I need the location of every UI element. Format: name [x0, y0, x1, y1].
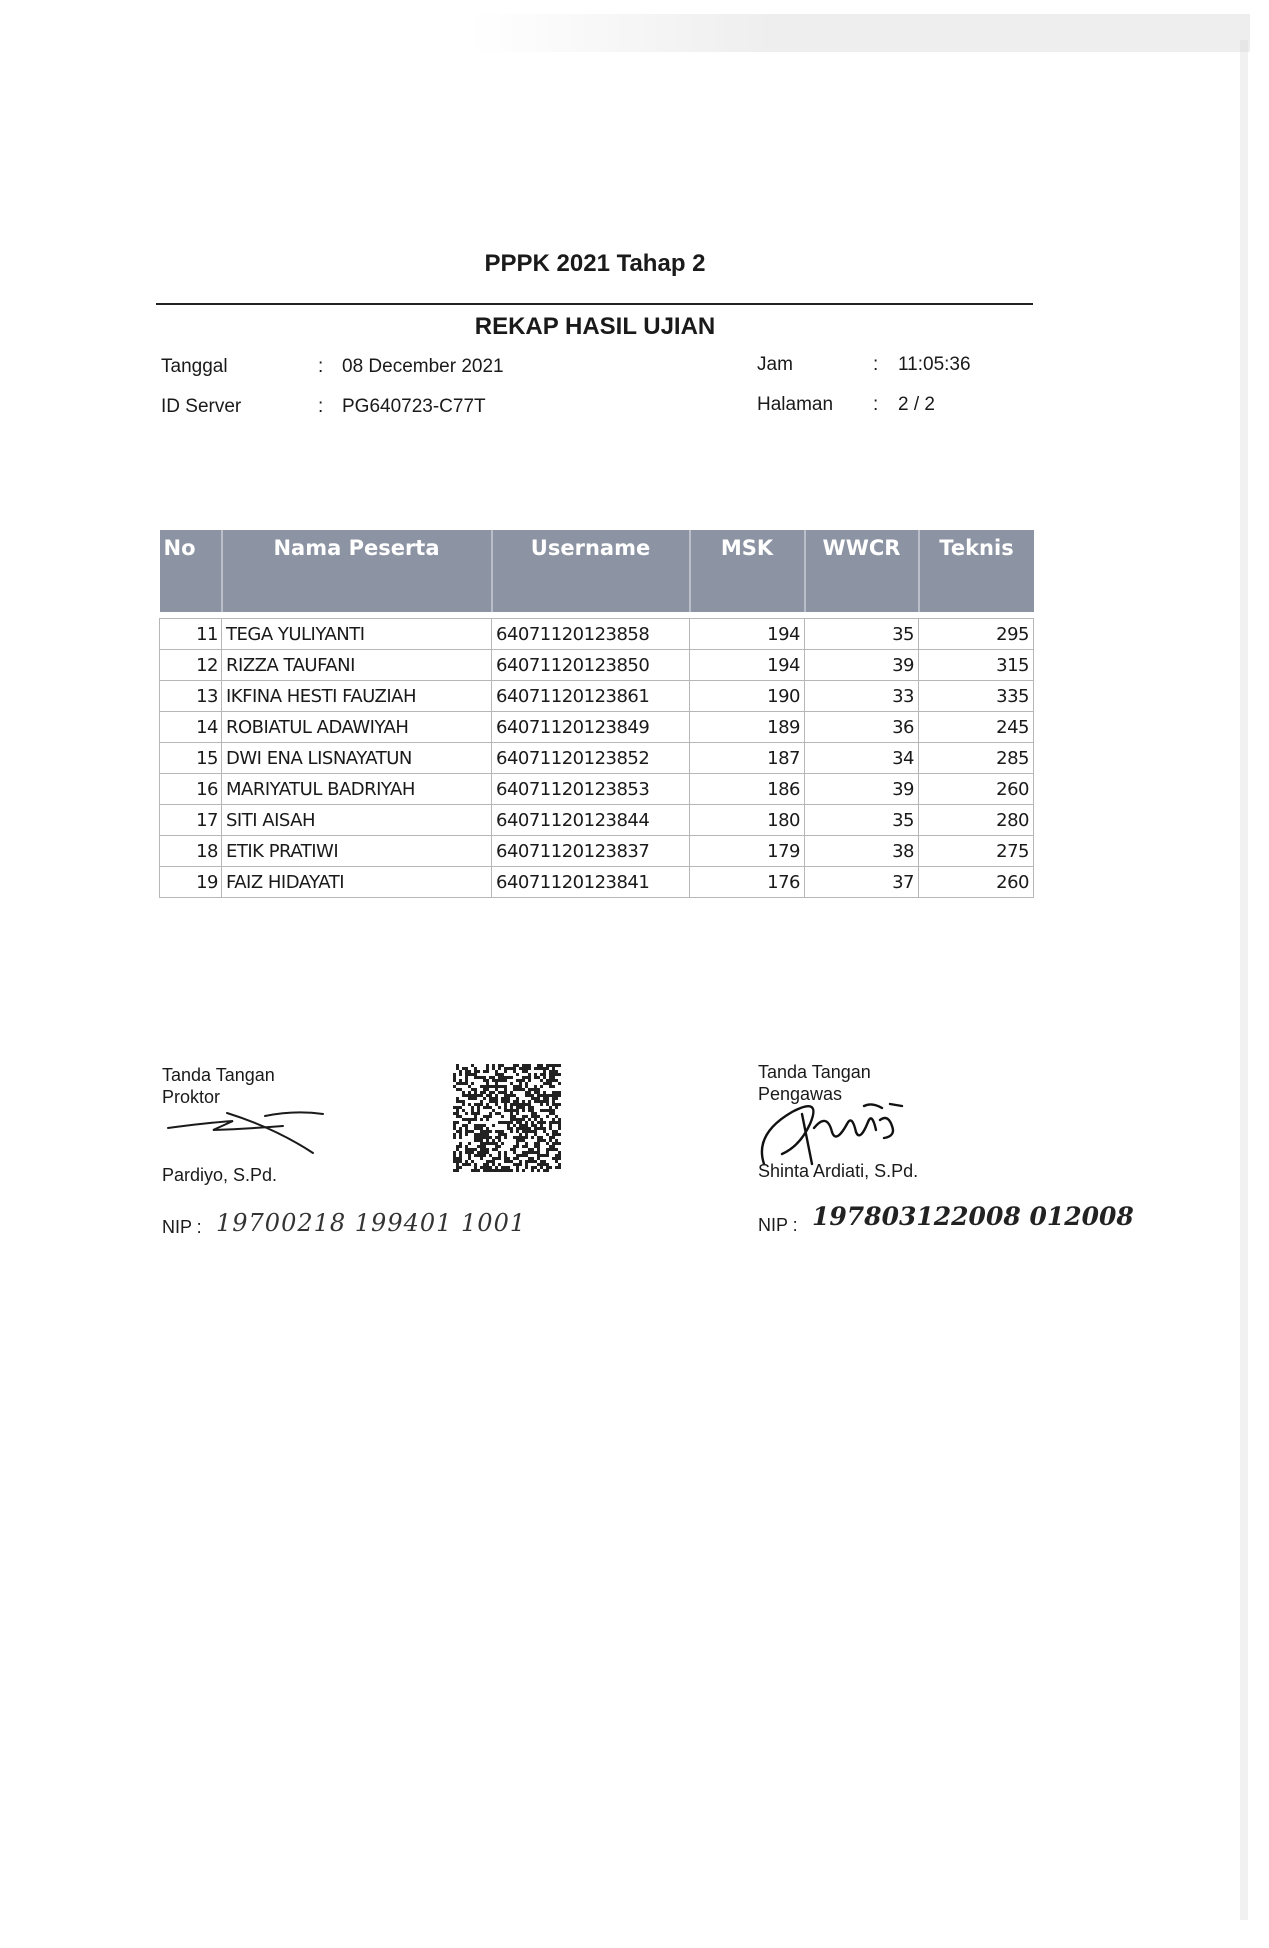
cell-no: 13 [160, 681, 222, 712]
cell-username: 64071120123858 [492, 619, 690, 650]
cell-nama: FAIZ HIDAYATI [222, 867, 492, 898]
cell-msk: 176 [690, 867, 805, 898]
cell-no: 16 [160, 774, 222, 805]
cell-nama: RIZZA TAUFANI [222, 650, 492, 681]
cell-teknis: 280 [919, 805, 1034, 836]
table-row [160, 619, 1034, 650]
table-row [160, 774, 1034, 805]
results-table [159, 530, 1034, 898]
cell-wwcr: 36 [805, 712, 919, 743]
cell-no: 17 [160, 805, 222, 836]
cell-teknis: 285 [919, 743, 1034, 774]
header-no: No [160, 530, 222, 612]
header-wwcr: WWCR [805, 530, 919, 612]
halaman-label: Halaman [757, 394, 834, 415]
pengawas-nip-label: NIP : [758, 1215, 798, 1235]
cell-username: 64071120123849 [492, 712, 690, 743]
cell-no: 11 [160, 619, 222, 650]
cell-msk: 194 [690, 619, 805, 650]
cell-wwcr: 39 [805, 774, 919, 805]
cell-wwcr: 35 [805, 805, 919, 836]
cell-no: 18 [160, 836, 222, 867]
cell-wwcr: 38 [805, 836, 919, 867]
cell-wwcr: 35 [805, 619, 919, 650]
cell-msk: 180 [690, 805, 805, 836]
cell-msk: 189 [690, 712, 805, 743]
cell-msk: 190 [690, 681, 805, 712]
title-divider [156, 303, 1033, 305]
cell-nama: IKFINA HESTI FAUZIAH [222, 681, 492, 712]
pengawas-label-line2: Pengawas [758, 1084, 843, 1104]
cell-nama: DWI ENA LISNAYATUN [222, 743, 492, 774]
tanggal-label: Tanggal [161, 356, 228, 377]
document-title: PPPK 2021 Tahap 2 [484, 250, 706, 277]
cell-wwcr: 39 [805, 650, 919, 681]
tanggal-colon: : [318, 356, 324, 377]
pengawas-name: Shinta Ardiati, S.Pd. [758, 1161, 919, 1181]
cell-msk: 179 [690, 836, 805, 867]
proktor-label-line2: Proktor [162, 1087, 221, 1107]
cell-username: 64071120123853 [492, 774, 690, 805]
table-row [160, 681, 1034, 712]
cell-teknis: 260 [919, 774, 1034, 805]
table-row [160, 805, 1034, 836]
cell-msk: 194 [690, 650, 805, 681]
cell-username: 64071120123852 [492, 743, 690, 774]
jam-colon: : [873, 354, 879, 375]
cell-msk: 186 [690, 774, 805, 805]
proktor-nip-label: NIP : [162, 1217, 202, 1237]
header-username: Username [492, 530, 690, 612]
cell-wwcr: 33 [805, 681, 919, 712]
cell-username: 64071120123850 [492, 650, 690, 681]
cell-nama: ETIK PRATIWI [222, 836, 492, 867]
cell-msk: 187 [690, 743, 805, 774]
cell-nama: TEGA YULIYANTI [222, 619, 492, 650]
proktor-signature-image [165, 1108, 325, 1158]
header-teknis: Teknis [919, 530, 1034, 612]
halaman-colon: : [873, 394, 879, 415]
pengawas-label-line1: Tanda Tangan [758, 1062, 871, 1082]
idserver-colon: : [318, 396, 324, 417]
cell-teknis: 315 [919, 650, 1034, 681]
proktor-nip-handwritten: 19700218 199401 1001 [216, 1209, 527, 1237]
table-row [160, 743, 1034, 774]
table-row [160, 712, 1034, 743]
cell-wwcr: 37 [805, 867, 919, 898]
cell-teknis: 275 [919, 836, 1034, 867]
table-header-row [160, 530, 1034, 612]
idserver-label: ID Server [161, 396, 242, 417]
cell-teknis: 245 [919, 712, 1034, 743]
halaman-value: 2 / 2 [898, 394, 935, 415]
cell-username: 64071120123844 [492, 805, 690, 836]
table-row [160, 650, 1034, 681]
cell-no: 12 [160, 650, 222, 681]
cell-teknis: 335 [919, 681, 1034, 712]
cell-no: 14 [160, 712, 222, 743]
jam-label: Jam [757, 354, 793, 375]
table-row [160, 836, 1034, 867]
cell-username: 64071120123841 [492, 867, 690, 898]
cell-nama: MARIYATUL BADRIYAH [222, 774, 492, 805]
proktor-name: Pardiyo, S.Pd. [162, 1165, 278, 1185]
cell-teknis: 260 [919, 867, 1034, 898]
scan-shadow-right [1240, 40, 1248, 1920]
cell-no: 19 [160, 867, 222, 898]
proktor-label-line1: Tanda Tangan [162, 1065, 275, 1085]
tanggal-value: 08 December 2021 [342, 356, 504, 377]
qr-code-icon [453, 1064, 561, 1172]
scan-shadow-top [470, 14, 1250, 52]
pengawas-nip-handwritten: 197803122008 012008 [812, 1202, 1134, 1231]
proktor-signature-label [162, 1064, 275, 1108]
header-msk: MSK [690, 530, 805, 612]
cell-teknis: 295 [919, 619, 1034, 650]
idserver-value: PG640723-C77T [342, 396, 486, 417]
cell-wwcr: 34 [805, 743, 919, 774]
table-row [160, 867, 1034, 898]
jam-value: 11:05:36 [898, 354, 971, 375]
cell-username: 64071120123861 [492, 681, 690, 712]
cell-username: 64071120123837 [492, 836, 690, 867]
cell-nama: ROBIATUL ADAWIYAH [222, 712, 492, 743]
cell-no: 15 [160, 743, 222, 774]
cell-nama: SITI AISAH [222, 805, 492, 836]
document-subtitle: REKAP HASIL UJIAN [474, 313, 716, 340]
header-nama-peserta: Nama Peserta [222, 530, 492, 612]
